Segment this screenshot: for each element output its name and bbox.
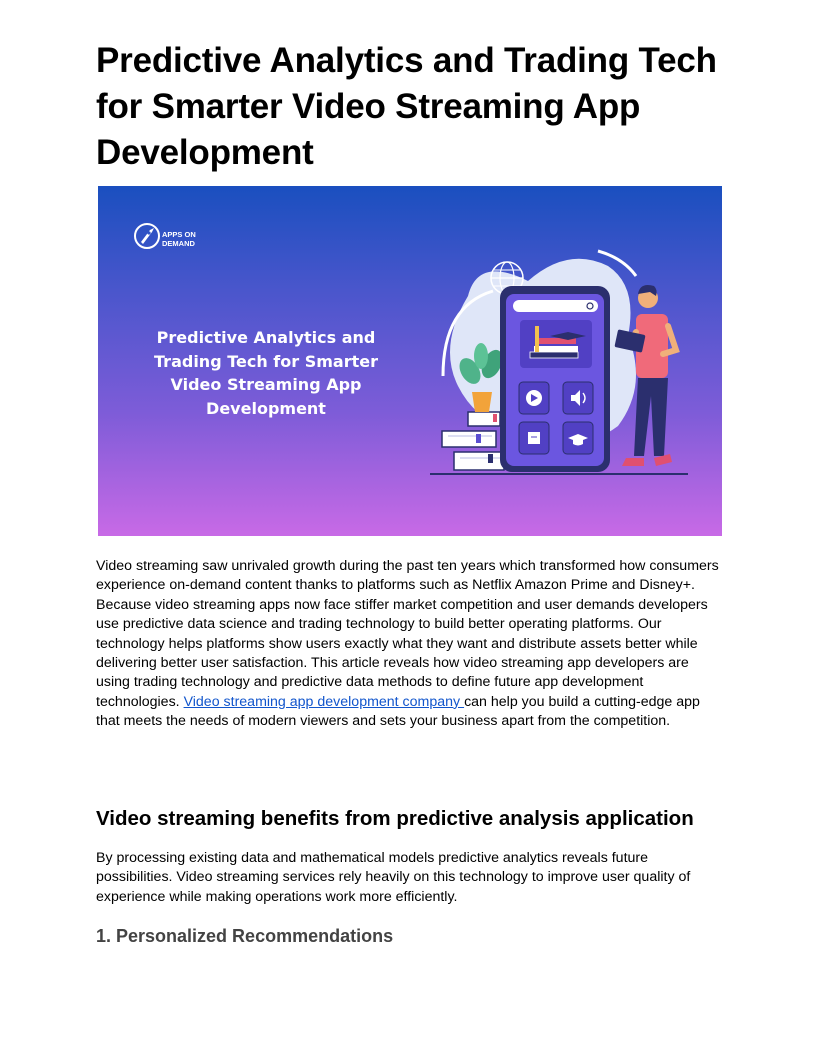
logo-line-2: DEMAND [162, 239, 195, 248]
intro-text-before-link: Video streaming saw unrivaled growth during the past ten years which transformed how consumers experience on-demand content thanks to platforms such as Netflix Amazon Prime and Disney+. Because video streaming apps now face stiffer market competition and user demands developers use predictive data science and trading technology to build better operating platforms. Our technology helps platforms show users exactly what they want and distribute assets better while delivering better user satisfaction. This article reveals how video streaming app developers are using trading technology and predictive data methods to define future app development technologies. [96, 558, 719, 710]
video-streaming-company-link[interactable]: Video streaming app development company [183, 693, 465, 710]
books-stack [442, 412, 504, 470]
article-title: Predictive Analytics and Trading Tech for Smarter Video Streaming App Development [96, 41, 717, 172]
banner-title: Predictive Analytics and Trading Tech for Smarter Video Streaming App Development [154, 328, 378, 418]
book-icon [528, 432, 540, 444]
rocket-logo-icon [135, 224, 159, 248]
intro-paragraph [96, 557, 722, 732]
logo-line-1: APPS ON [162, 230, 196, 239]
section-paragraph: By processing existing data and mathematical models predictive analytics reveals future possibilities. Video streaming services rely heavily on this technology to improve user quality of experience while making operations work more efficiently. [96, 850, 691, 905]
section-heading: Video streaming benefits from predictive analysis application [96, 807, 694, 830]
smartphone-illustration [500, 286, 610, 472]
subheading-personalized-recommendations: 1. Personalized Recommendations [96, 926, 394, 946]
hero-banner-image [98, 186, 722, 536]
play-icon [526, 390, 542, 406]
intro-text-after-link: can help you build a cutting-edge app that meets the needs of modern viewers and sets your business apart from the competition. [96, 693, 700, 730]
brand-logo-text [162, 230, 196, 248]
